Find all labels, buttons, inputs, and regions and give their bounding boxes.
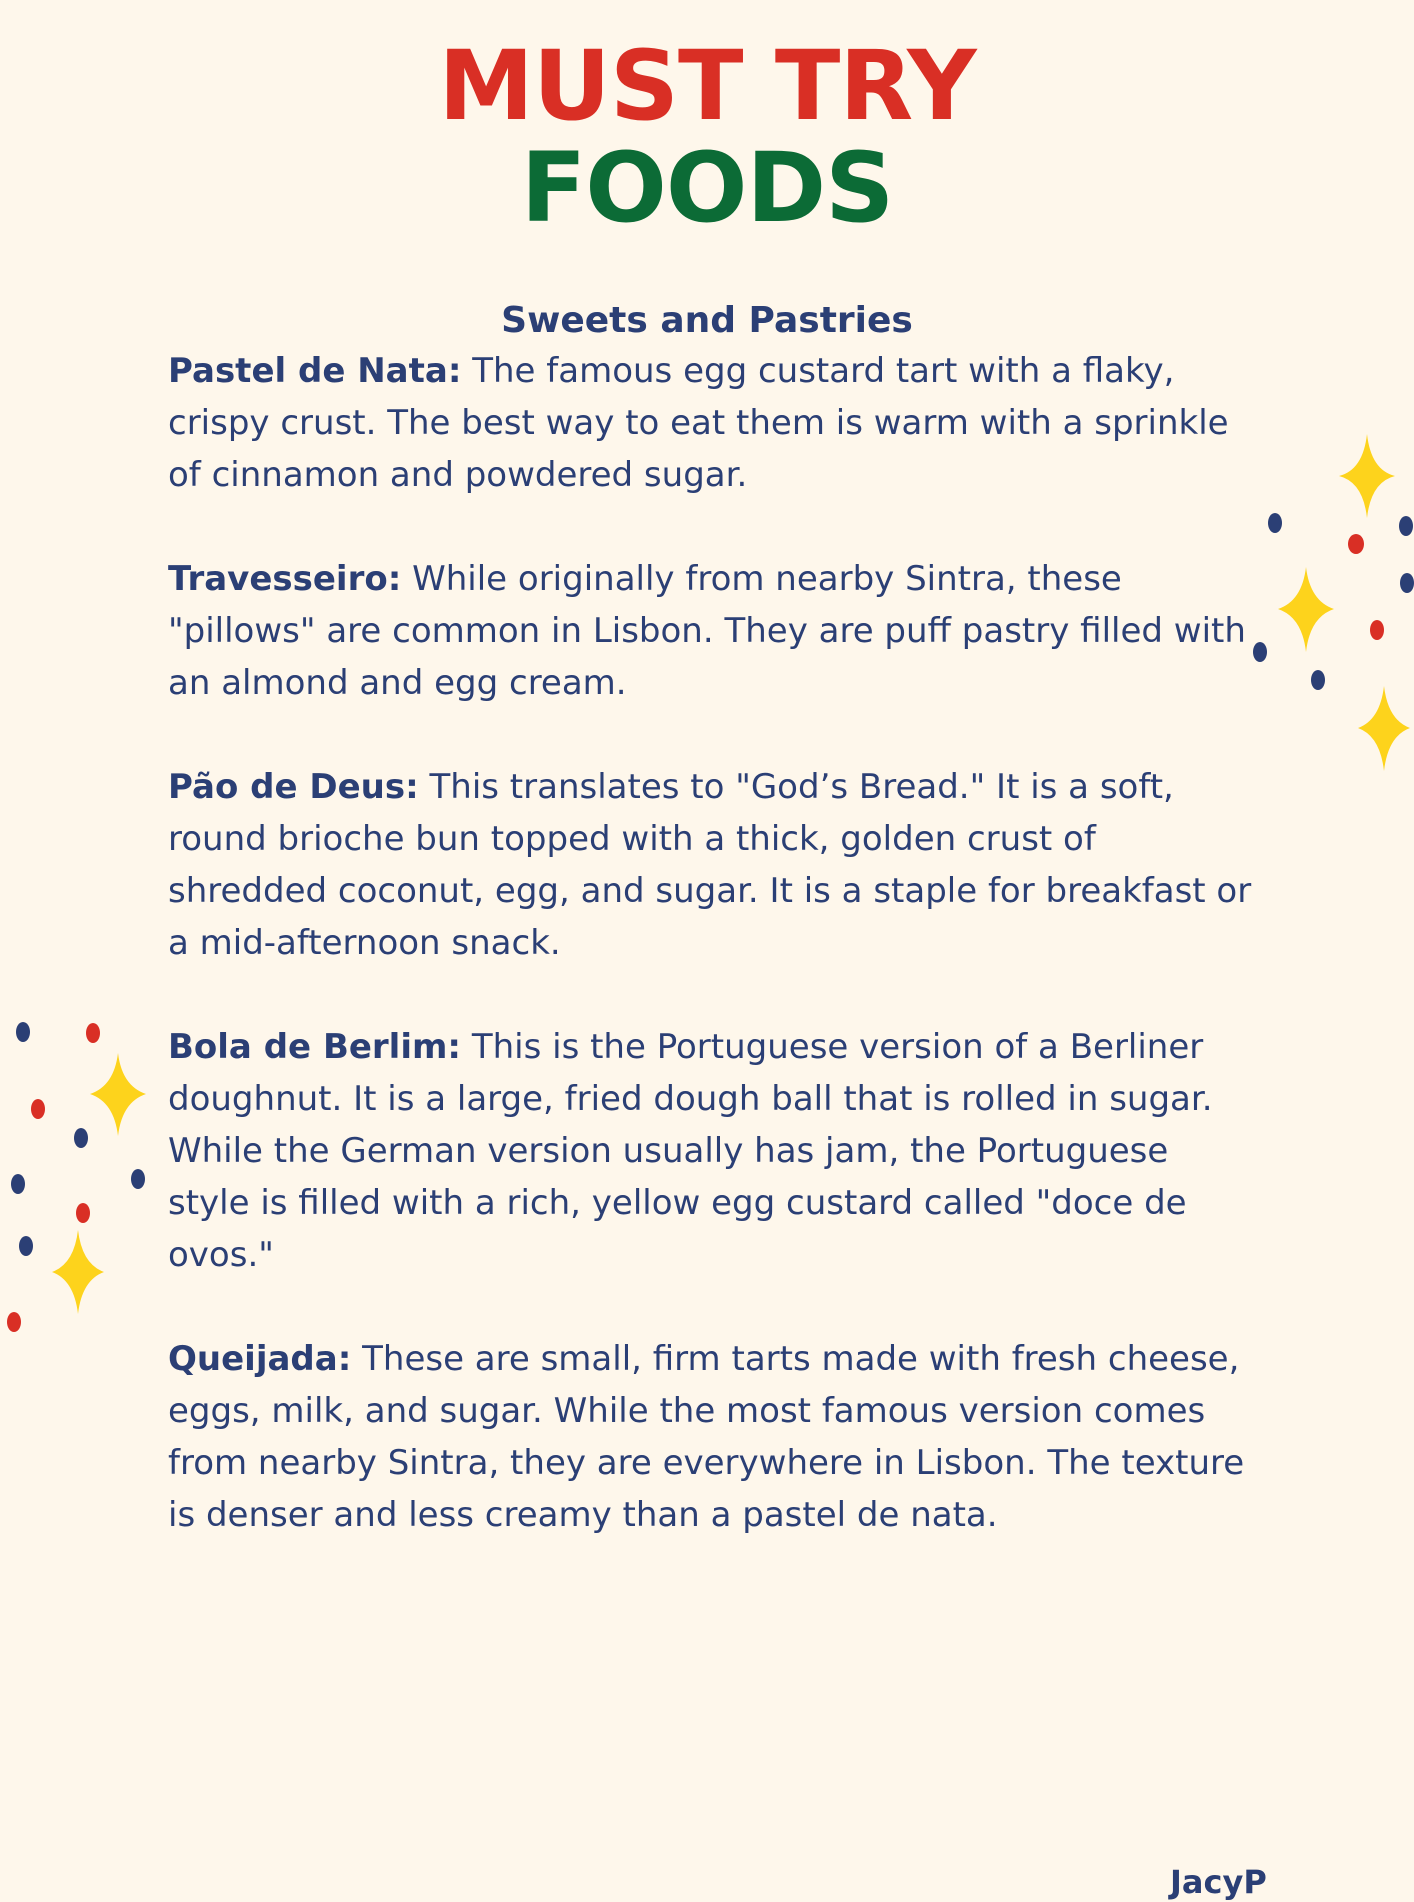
section-heading: Sweets and Pastries <box>501 300 913 341</box>
confetti-dot-icon <box>19 1236 33 1256</box>
sparkle-icon <box>52 1230 104 1314</box>
food-description: This translates to "God’s Bread." It is a soft, round brioche bun topped with a thick, golden crust of shredded coconut, egg, and sugar. It is a staple for breakfast or a mid-afternoon snack. <box>168 767 1252 963</box>
confetti-dot-icon <box>74 1128 88 1148</box>
food-name: Pão de Deus: <box>168 767 419 807</box>
title-line-2: FOODS <box>520 132 894 244</box>
confetti-dot-icon <box>76 1203 90 1223</box>
food-description: While originally from nearby Sintra, these "pillows" are common in Lisbon. They are puff pastry filled with an almond and egg cream. <box>168 559 1246 703</box>
confetti-dot-icon <box>16 1022 30 1042</box>
author-signature: JacyP <box>1170 1863 1267 1901</box>
sparkle-icon <box>90 1053 146 1136</box>
food-name: Travesseiro: <box>168 559 402 599</box>
title-line-1: MUST TRY <box>438 30 976 142</box>
food-name: Pastel de Nata: <box>168 351 462 391</box>
food-description: This is the Portuguese version of a Berliner doughnut. It is a large, fried dough ball that is rolled in sugar. While the German version usually has jam, the Portuguese style is filled with a rich, yellow egg custard called "doce de ovos." <box>168 1027 1213 1275</box>
confetti-dot-icon <box>86 1023 100 1043</box>
food-description: These are small, firm tarts made with fresh cheese, eggs, milk, and sugar. While the most famous version comes from nearby Sintra, they are everywhere in Lisbon. The texture is denser and less creamy than a pastel de nata. <box>168 1339 1245 1535</box>
food-name: Bola de Berlim: <box>168 1027 462 1067</box>
food-description: The famous egg custard tart with a flaky, crispy crust. The best way to eat them is warm with a sprinkle of cinnamon and powdered sugar. <box>168 351 1229 495</box>
food-name: Queijada: <box>168 1339 352 1379</box>
confetti-dot-icon <box>31 1099 45 1119</box>
confetti-dot-icon <box>131 1169 145 1189</box>
confetti-dot-icon <box>7 1312 21 1332</box>
confetti-dot-icon <box>11 1174 25 1194</box>
